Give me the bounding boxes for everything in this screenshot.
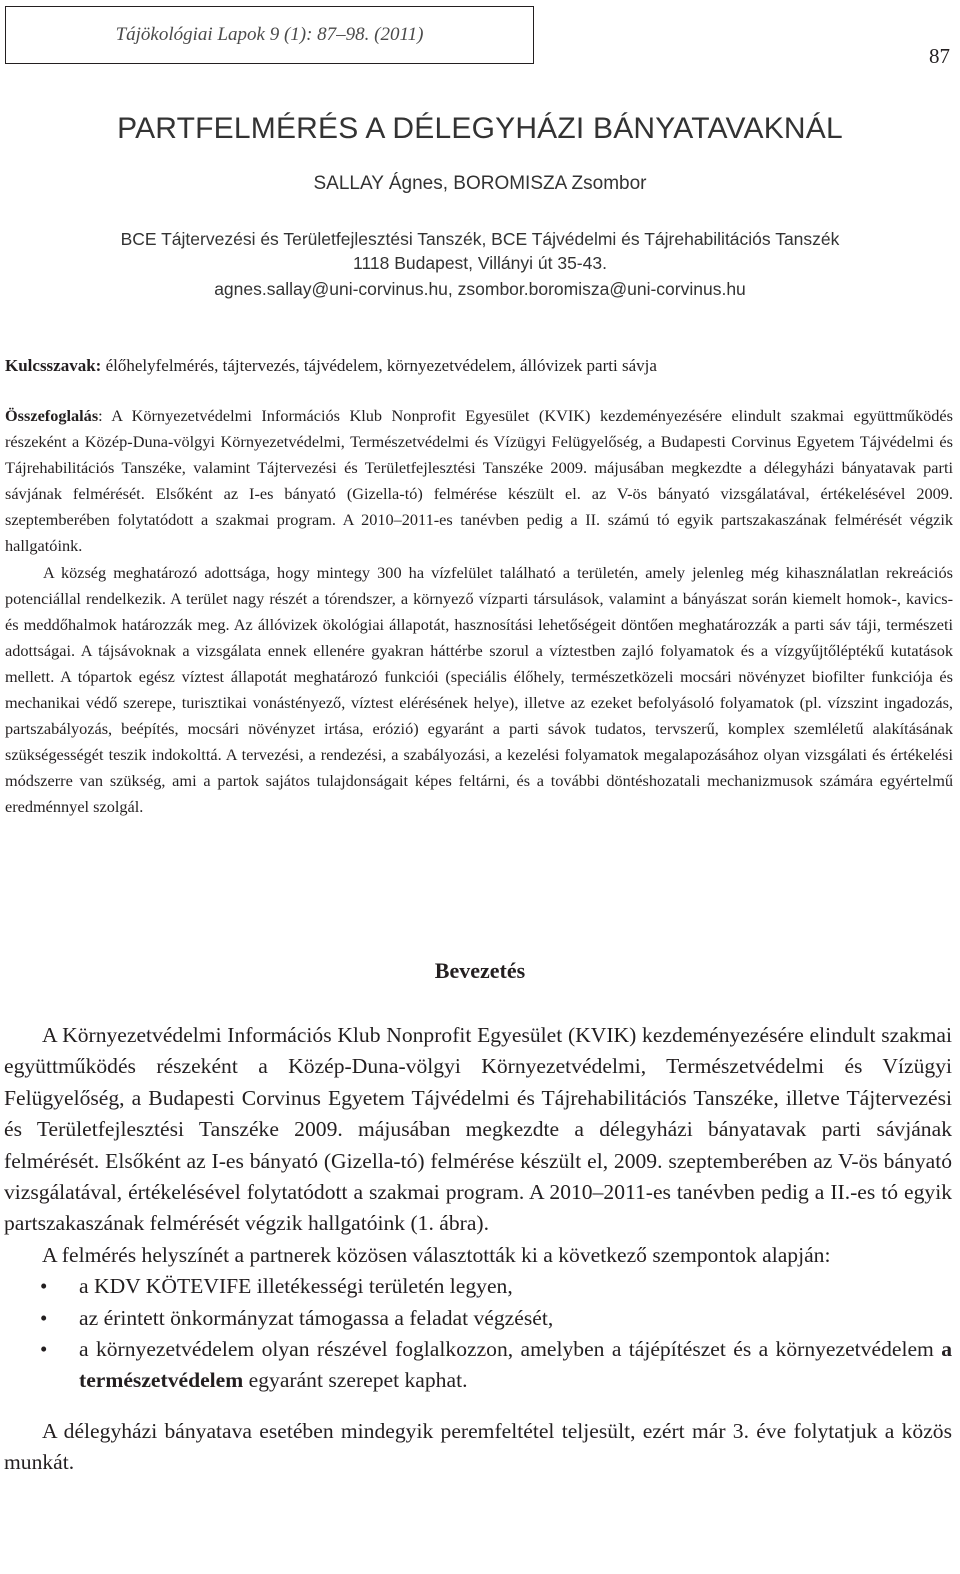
list-item-text: az érintett önkormányzat támogassa a feladat végzését, bbox=[79, 1305, 554, 1330]
bullet-icon: • bbox=[40, 1274, 48, 1299]
list-item-bold-text: a természetvédelem bbox=[79, 1337, 952, 1393]
list-item bbox=[4, 1271, 952, 1302]
affiliation-line: BCE Tájtervezési és Területfejlesztési Tanszék, BCE Tájvédelmi és Tájrehabilitációs Tanszék bbox=[120, 229, 840, 249]
abstract-paragraph-2: A község meghatározó adottsága, hogy mintegy 300 ha vízfelület található a területén, amely jelenleg még kihasználatlan rekreációs potenciállal rendelkezik. A terület nagy részét a tórendszer, a környező vízparti társulások, valamint a bányászat során kiemelt homok-, kavics- és meddőhalmok határozzák meg. Az állóvizek ökológiai állapotát, hasznosítási lehetőségeit döntően meghatározzák a parti sáv táji, természeti adottságai. A tájsávoknak a vizsgálata ennek ellenére gyakran háttérbe szorul a víztestben zajló folyamatok és a vízgyűjtőléptékű kutatások mellett. A tópartok egész víztest állapotát meghatározó funkciói (speciális élőhely, természetközeli mocsári növényzet biofilter funkciója és mechanikai védő szerepe, turisztikai vonástényező, víztest elérésének helye), illetve az ezeket befolyásoló folyamatok (pl. vízszint ingadozás, partszabályozás, beépítés, mocsári növényzet irtása, erózió) egyaránt a parti sávok tudatos, tervszerű, komplex szemléletű alakításának szükségességét teszik indokolttá. A tervezési, a rendezési, a szabályozási, a kezelési folyamatok megalapozásához olyan vizsgálati és értékelési módszerre van szükség, ami a partok sajátos tulajdonságait képes feltárni, és a további döntéshozatali mechanizmusok számára egyértelmű eredménnyel szolgál. bbox=[5, 562, 953, 817]
criteria-list bbox=[4, 1271, 952, 1397]
journal-citation: Tájökológiai Lapok 9 (1): 87–98. (2011) bbox=[115, 24, 424, 45]
section-heading: Bevezetés bbox=[434, 958, 526, 983]
bullet-icon: • bbox=[40, 1305, 48, 1330]
authors: SALLAY Ágnes, BOROMISZA Zsombor bbox=[313, 173, 647, 194]
keywords bbox=[5, 354, 955, 378]
page-number: 87 bbox=[929, 44, 950, 68]
section-body bbox=[4, 1020, 952, 1479]
body-paragraph-1: A Környezetvédelmi Információs Klub Nonprofit Egyesület (KVIK) kezdeményezésére elindult szakmai együttműködés részeként a Közép-Duna-völgyi Környezetvédelmi, Természetvédelmi és Vízügyi Felügyelőség, a Budapesti Corvinus Egyetem Tájvédelmi és Tájrehabilitációs Tanszéke, illetve Tájtervezési és Területfejlesztési Tanszéke 2009. májusában megkezdte a délegyházi bányatavak parti sávjának felmérését. Elsőként az I-es bányató (Gizella-tó) felmérése készült el, 2009. szeptemberében az V-ös bányató vizsgálatával, értékelésével folytatódott a szakmai program. A 2010–2011-es tanévben pedig a II.-es tó egyik partszakaszának felmérését végzik hallgatóink (1. ábra). bbox=[4, 1023, 952, 1236]
abstract-paragraph-1 bbox=[5, 403, 953, 560]
journal-citation-box bbox=[5, 6, 534, 64]
paper-title: PARTFELMÉRÉS A DÉLEGYHÁZI BÁNYATAVAKNÁL bbox=[117, 112, 843, 145]
address-line: 1118 Budapest, Villányi út 35-43. bbox=[353, 253, 607, 273]
keywords-text: élőhelyfelmérés, tájtervezés, tájvédelem, környezetvédelem, állóvizek parti sávja bbox=[101, 356, 657, 375]
keywords-label: Kulcsszavak: bbox=[5, 356, 102, 375]
list-item-text-end: egyaránt szerepet kaphat. bbox=[243, 1368, 468, 1393]
abstract-label: Összefoglalás bbox=[5, 406, 99, 425]
abstract-text-1: : A Környezetvédelmi Információs Klub Nonprofit Egyesület (KVIK) kezdeményezésére elindult szakmai együttműködés részeként a Közép-Duna-völgyi Környezetvédelmi, Természetvédelmi és Vízügyi Felügyelőség, a Budapesti Corvinus Egyetem Tájvédelmi és Tájrehabilitációs Tanszéke, valamint Tájtervezési és Területfejlesztési Tanszéke 2009. májusában megkezdte a délegyházi bányatavak parti sávjának felmérését. Elsőként az I-es bányató (Gizella-tó) felmérése készült el. az V-ös bányató vizsgálatával, értékelésével 2009. szeptemberében folytatódott a szakmai program. A 2010–2011-es tanévben pedig a II. számú tó egyik partszakaszának felmérését végzik hallgatóink. bbox=[5, 406, 953, 556]
list-item bbox=[4, 1303, 952, 1334]
email-line: agnes.sallay@uni-corvinus.hu, zsombor.boromisza@uni-corvinus.hu bbox=[214, 279, 746, 299]
bullet-icon: • bbox=[40, 1337, 48, 1362]
list-item bbox=[4, 1334, 952, 1397]
list-item-text: a környezetvédelem olyan részével foglalkozzon, amelyben a tájépítészet és a környezetvédelem bbox=[79, 1337, 942, 1362]
body-paragraph-3: A délegyházi bányatava esetében mindegyik peremfeltétel teljesült, ezért már 3. éve folytatjuk a közös munkát. bbox=[4, 1418, 952, 1475]
body-paragraph-2: A felmérés helyszínét a partnerek közösen választották ki a következő szempontok alapján: bbox=[42, 1242, 831, 1267]
list-item-text: a KDV KÖTEVIFE illetékességi területén legyen, bbox=[79, 1274, 513, 1299]
abstract bbox=[5, 403, 953, 821]
